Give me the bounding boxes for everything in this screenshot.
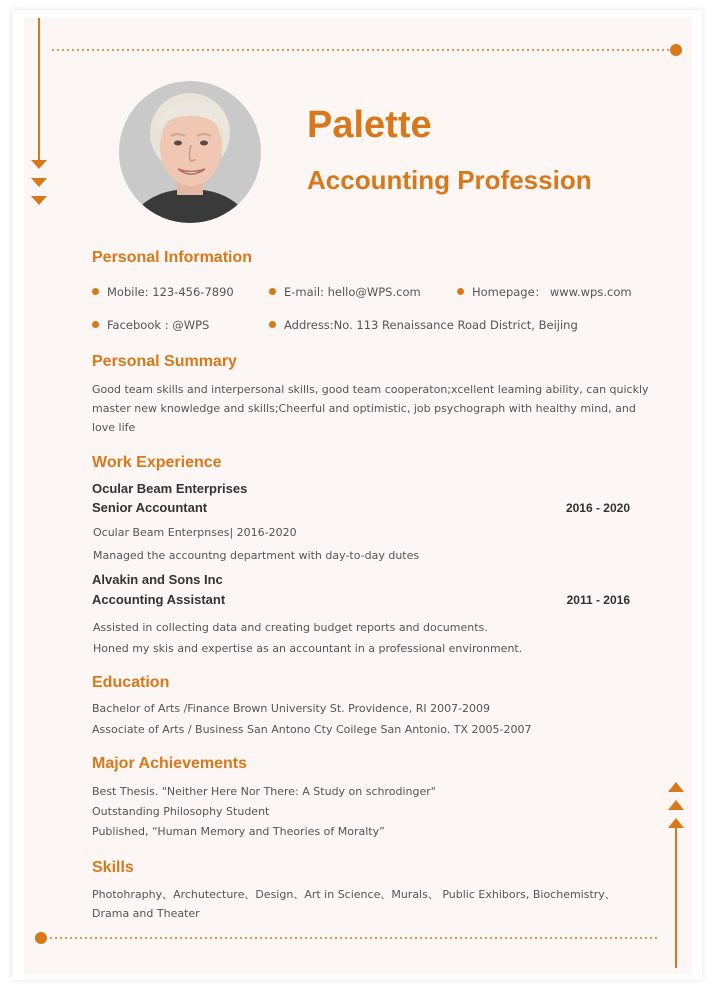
job-details: Ocular Beam Enterpnses| 2016-2020 Managed the accountng department with day-to-day dutes [93, 526, 420, 562]
job-company: Ocular Beam Enterprises [92, 481, 248, 496]
achievements-text: Best Thesis. "Neither Here Nor There: A Study on schrodinger" Outstanding Philosophy Student Published, “Human Memory and Theories of Moralty” [92, 785, 436, 838]
contact-address: Address:No. 113 Renaissance Road District, Beijing [269, 317, 578, 333]
arrow-up-icon [668, 782, 684, 792]
skills-heading: Skills [92, 859, 134, 876]
arrow-down-icon [31, 160, 47, 169]
skills-text: Photohraphy、Archutecture、Design、Art in Science、Murals、 Public Exhibors, Biochemistry、 Drama and Theater [92, 888, 616, 920]
dot-icon [92, 288, 99, 295]
dot-icon [670, 44, 682, 56]
arrow-down-icon [31, 196, 47, 205]
dot-icon [35, 932, 47, 944]
education-heading: Education [92, 674, 170, 691]
personal-information-heading: Personal Information [92, 249, 253, 266]
personal-summary-text: Good team skills and interpersonal skills, good team cooperaton;xcellent leaming ability, can quickly master new knowledge and skills;Cheerful and optimistic, job psychograph with healthy mind, and love life [92, 383, 649, 434]
arrow-up-icon [668, 800, 684, 810]
job-years: 2011 - 2016 [566, 593, 630, 607]
work-experience-heading: Work Experience [92, 454, 222, 471]
contact-mobile: Mobile: 123-456-7890 [92, 284, 234, 300]
profile-photo [119, 81, 261, 223]
arrow-up-icon [668, 818, 684, 828]
job-company: Alvakin and Sons Inc [92, 572, 223, 587]
job-position: Senior Accountant [92, 500, 208, 515]
dot-icon [457, 288, 464, 295]
dot-icon [269, 288, 276, 295]
job-position: Accounting Assistant [92, 592, 226, 607]
contact-email: E-mail: hello@WPS.com [269, 284, 421, 300]
education-text: Bachelor of Arts /Finance Brown University St. Providence, RI 2007-2009 Associate of Arts / Business San Antono Cty Coilege San Antonio. TX 2005-2007 [92, 702, 532, 736]
personal-summary-heading: Personal Summary [92, 353, 237, 370]
job-years: 2016 - 2020 [565, 501, 630, 515]
dot-icon [92, 321, 99, 328]
candidate-title: Accounting Profession [307, 165, 592, 195]
contact-facebook: Facebook : @WPS [92, 317, 209, 333]
candidate-name: Palette [307, 104, 432, 146]
dot-icon [269, 321, 276, 328]
arrow-down-icon [31, 178, 47, 187]
contact-homepage: Homepage： www.wps.com [457, 284, 632, 300]
achievements-heading: Major Achievements [92, 755, 248, 772]
job-details: Assisted in collecting data and creating budget reports and documents. Honed my skis and expertise as an accountant in a professional environment. [93, 621, 523, 655]
